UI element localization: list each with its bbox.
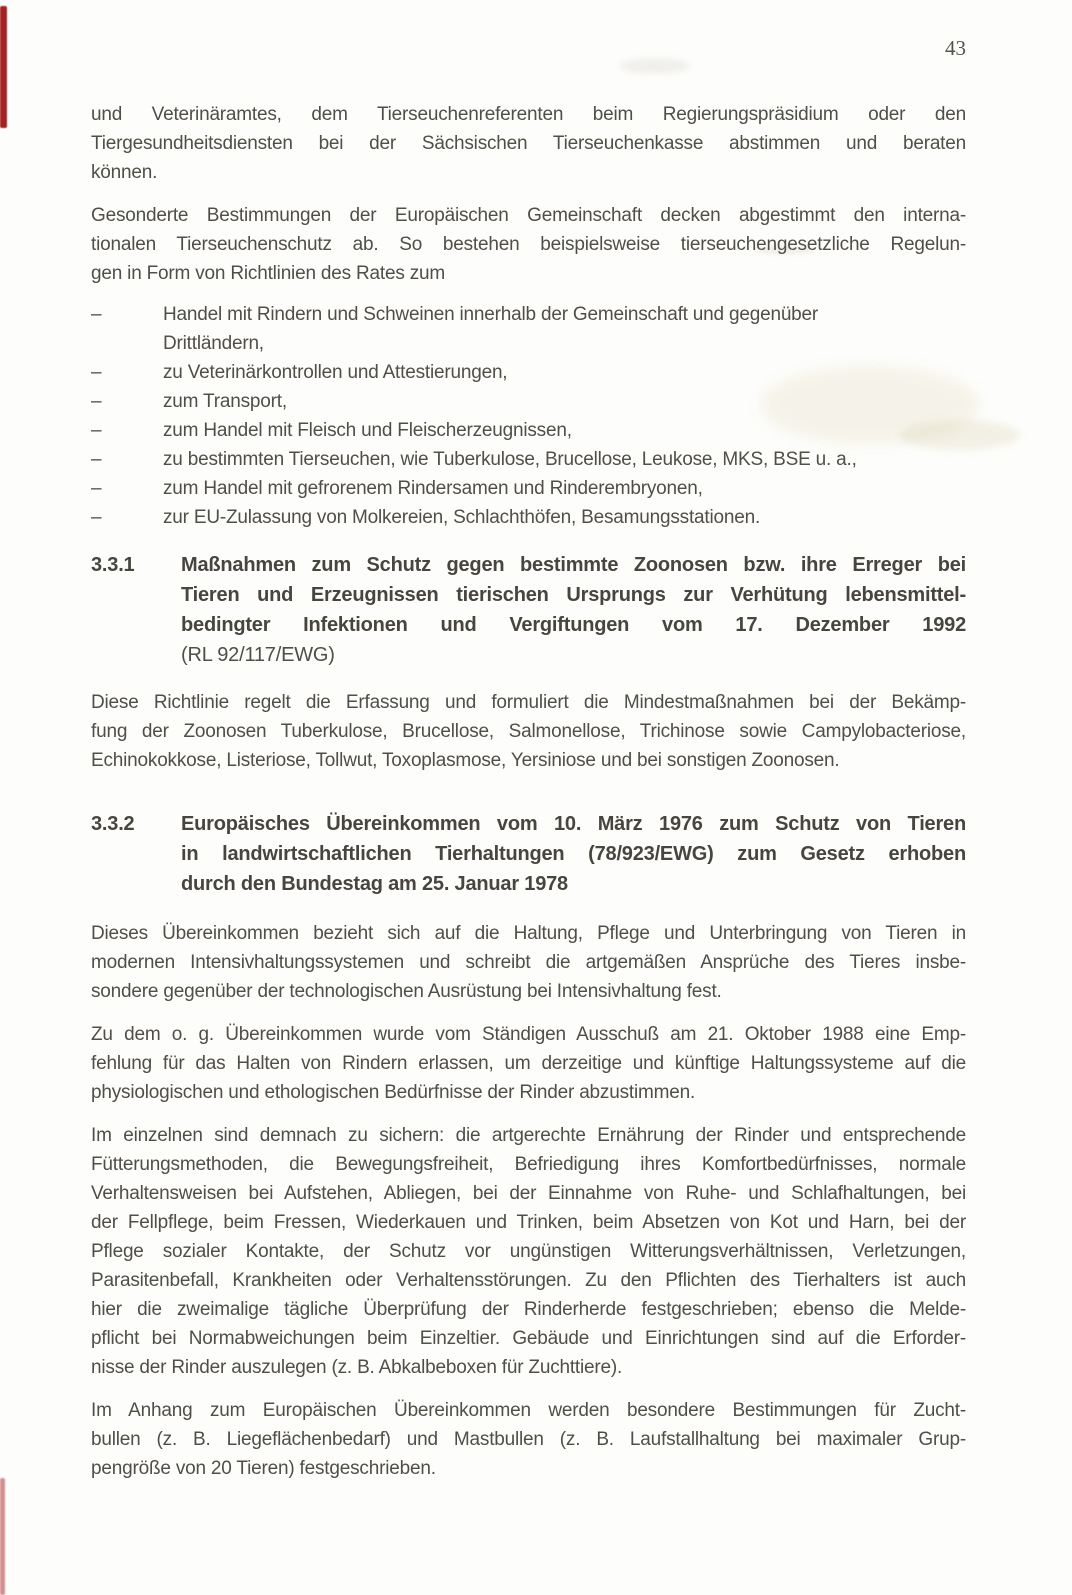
text-line: zum Handel mit Fleisch und Fleischerzeugnissen,: [163, 420, 572, 441]
text-line: Parasitenbefall, Krankheiten oder Verhaltensstörungen. Zu den Pflichten des Tierhalters ist auch: [91, 1270, 966, 1291]
section-number: 3.3.1: [91, 554, 135, 576]
text-line: der Fellpflege, beim Fressen, Wiederkauen und Trinken, beim Absetzen von Kot und Harn, bei der: [91, 1212, 966, 1233]
section-title-line: Maßnahmen zum Schutz gegen bestimmte Zoonosen bzw. ihre Erreger bei: [181, 554, 966, 576]
section-title-line: durch den Bundestag am 25. Januar 1978: [181, 873, 568, 895]
section-subtitle: (RL 92/117/EWG): [181, 644, 335, 666]
list-marker: –: [91, 362, 102, 383]
text-line: Drittländern,: [163, 333, 264, 354]
paragraph-intro: [91, 100, 966, 187]
text-line: bullen (z. B. Liegeflächenbedarf) und Mastbullen (z. B. Laufstallhaltung bei maximaler Grup-: [91, 1429, 966, 1450]
text-line: zu Veterinärkontrollen und Attestierungen,: [163, 362, 508, 383]
list-item: [91, 387, 966, 416]
list-item: [91, 474, 966, 503]
text-line: können.: [91, 162, 158, 183]
text-line: modernen Intensivhaltungssystemen und schreibt die artgemäßen Ansprüche des Tieres insbe-: [91, 952, 966, 973]
text-line: zur EU-Zulassung von Molkereien, Schlachthöfen, Besamungsstationen.: [163, 507, 761, 528]
text-line: Dieses Übereinkommen bezieht sich auf die Haltung, Pflege und Unterbringung von Tieren in: [91, 923, 966, 944]
text-line: Im einzelnen sind demnach zu sichern: die artgerechte Ernährung der Rinder und entsprechende: [91, 1125, 966, 1146]
list-marker: –: [91, 304, 102, 325]
section-number: 3.3.2: [91, 813, 135, 835]
text-line: nisse der Rinder auszulegen (z. B. Abkalbeboxen für Zuchttiere).: [91, 1357, 623, 1378]
list-marker: –: [91, 391, 102, 412]
text-line: pflicht bei Normabweichungen beim Einzeltier. Gebäude und Einrichtungen sind auf die Erforder-: [91, 1328, 966, 1349]
text-line: Pflege sozialer Kontakte, der Schutz vor ungünstigen Witterungsverhältnissen, Verletzungen,: [91, 1241, 966, 1262]
list-item: [91, 300, 966, 358]
paragraph-recommendation-1988: [91, 1020, 966, 1107]
list-item: [91, 503, 966, 532]
text-line: tionalen Tierseuchenschutz ab. So bestehen beispielsweise tierseuchengesetzliche Regelun-: [91, 234, 966, 255]
section-title-line: Tieren und Erzeugnissen tierischen Ursprungs zur Verhütung lebensmittel-: [181, 584, 966, 606]
text-line: Gesonderte Bestimmungen der Europäischen Gemeinschaft decken abgestimmt den interna-: [91, 205, 966, 226]
list-marker: –: [91, 420, 102, 441]
list-item: [91, 416, 966, 445]
paragraph-requirements: [91, 1121, 966, 1382]
text-line: Fütterungsmethoden, die Bewegungsfreiheit, Befriedigung ihres Komfortbedürfnisses, normale: [91, 1154, 966, 1175]
text-line: Echinokokkose, Listeriose, Tollwut, Toxoplasmose, Yersiniose und bei sonstigen Zoonosen.: [91, 750, 840, 771]
text-line: und Veterinäramtes, dem Tierseuchenreferenten beim Regierungspräsidium oder den: [91, 104, 966, 125]
text-line: Im Anhang zum Europäischen Übereinkommen werden besondere Bestimmungen für Zucht-: [91, 1400, 966, 1421]
list-marker: –: [91, 507, 102, 528]
list-item: [91, 358, 966, 387]
scan-edge-mark-bottom: [0, 1478, 5, 1595]
paragraph-zoonoses-directive: [91, 688, 966, 775]
section-heading-3-3-2: [91, 809, 966, 899]
text-line: Diese Richtlinie regelt die Erfassung und formuliert die Mindestmaßnahmen bei der Bekämp-: [91, 692, 966, 713]
text-line: Handel mit Rindern und Schweinen innerhalb der Gemeinschaft und gegenüber: [163, 304, 819, 325]
text-line: fehlung für das Halten von Rindern erlassen, um derzeitige und künftige Haltungssysteme auf die: [91, 1053, 966, 1074]
text-line: Zu dem o. g. Übereinkommen wurde vom Ständigen Ausschuß am 21. Oktober 1988 eine Emp-: [91, 1024, 966, 1045]
text-line: zum Handel mit gefrorenem Rindersamen und Rinderembryonen,: [163, 478, 703, 499]
paragraph-annex: [91, 1396, 966, 1483]
text-line: sondere gegenüber der technologischen Ausrüstung bei Intensivhaltung fest.: [91, 981, 722, 1002]
text-line: Tiergesundheitsdiensten bei der Sächsischen Tierseuchenkasse abstimmen und beraten: [91, 133, 966, 154]
directive-list: [91, 300, 966, 532]
list-marker: –: [91, 449, 102, 470]
page-number: 43: [945, 36, 966, 60]
paragraph-eu-provisions: [91, 201, 966, 288]
section-heading-3-3-1: [91, 550, 966, 670]
text-line: zu bestimmten Tierseuchen, wie Tuberkulose, Brucellose, Leukose, MKS, BSE u. a.,: [163, 449, 857, 470]
text-line: Verhaltensweisen bei Aufstehen, Abliegen, bei der Einnahme von Ruhe- und Schlafhaltungen, bei: [91, 1183, 966, 1204]
text-line: fung der Zoonosen Tuberkulose, Brucellose, Salmonellose, Trichinose sowie Campylobacteriose,: [91, 721, 966, 742]
section-title-line: bedingter Infektionen und Vergiftungen vom 17. Dezember 1992: [181, 614, 966, 636]
text-line: zum Transport,: [163, 391, 287, 412]
section-title-line: in landwirtschaftlichen Tierhaltungen (78/923/EWG) zum Gesetz erhoben: [181, 843, 966, 865]
scan-edge-mark-top: [0, 6, 7, 128]
section-title-line: Europäisches Übereinkommen vom 10. März 1976 zum Schutz von Tieren: [181, 813, 966, 835]
paragraph-convention-scope: [91, 919, 966, 1006]
list-marker: –: [91, 478, 102, 499]
text-line: pengröße von 20 Tieren) festgeschrieben.: [91, 1458, 436, 1479]
text-line: physiologischen und ethologischen Bedürfnisse der Rinder abzustimmen.: [91, 1082, 696, 1103]
list-item: [91, 445, 966, 474]
page-content: [91, 36, 966, 1483]
text-line: gen in Form von Richtlinien des Rates zum: [91, 263, 446, 284]
text-line: hier die zweimalige tägliche Überprüfung der Rinderherde festgeschrieben; ebenso die Melde-: [91, 1299, 966, 1320]
